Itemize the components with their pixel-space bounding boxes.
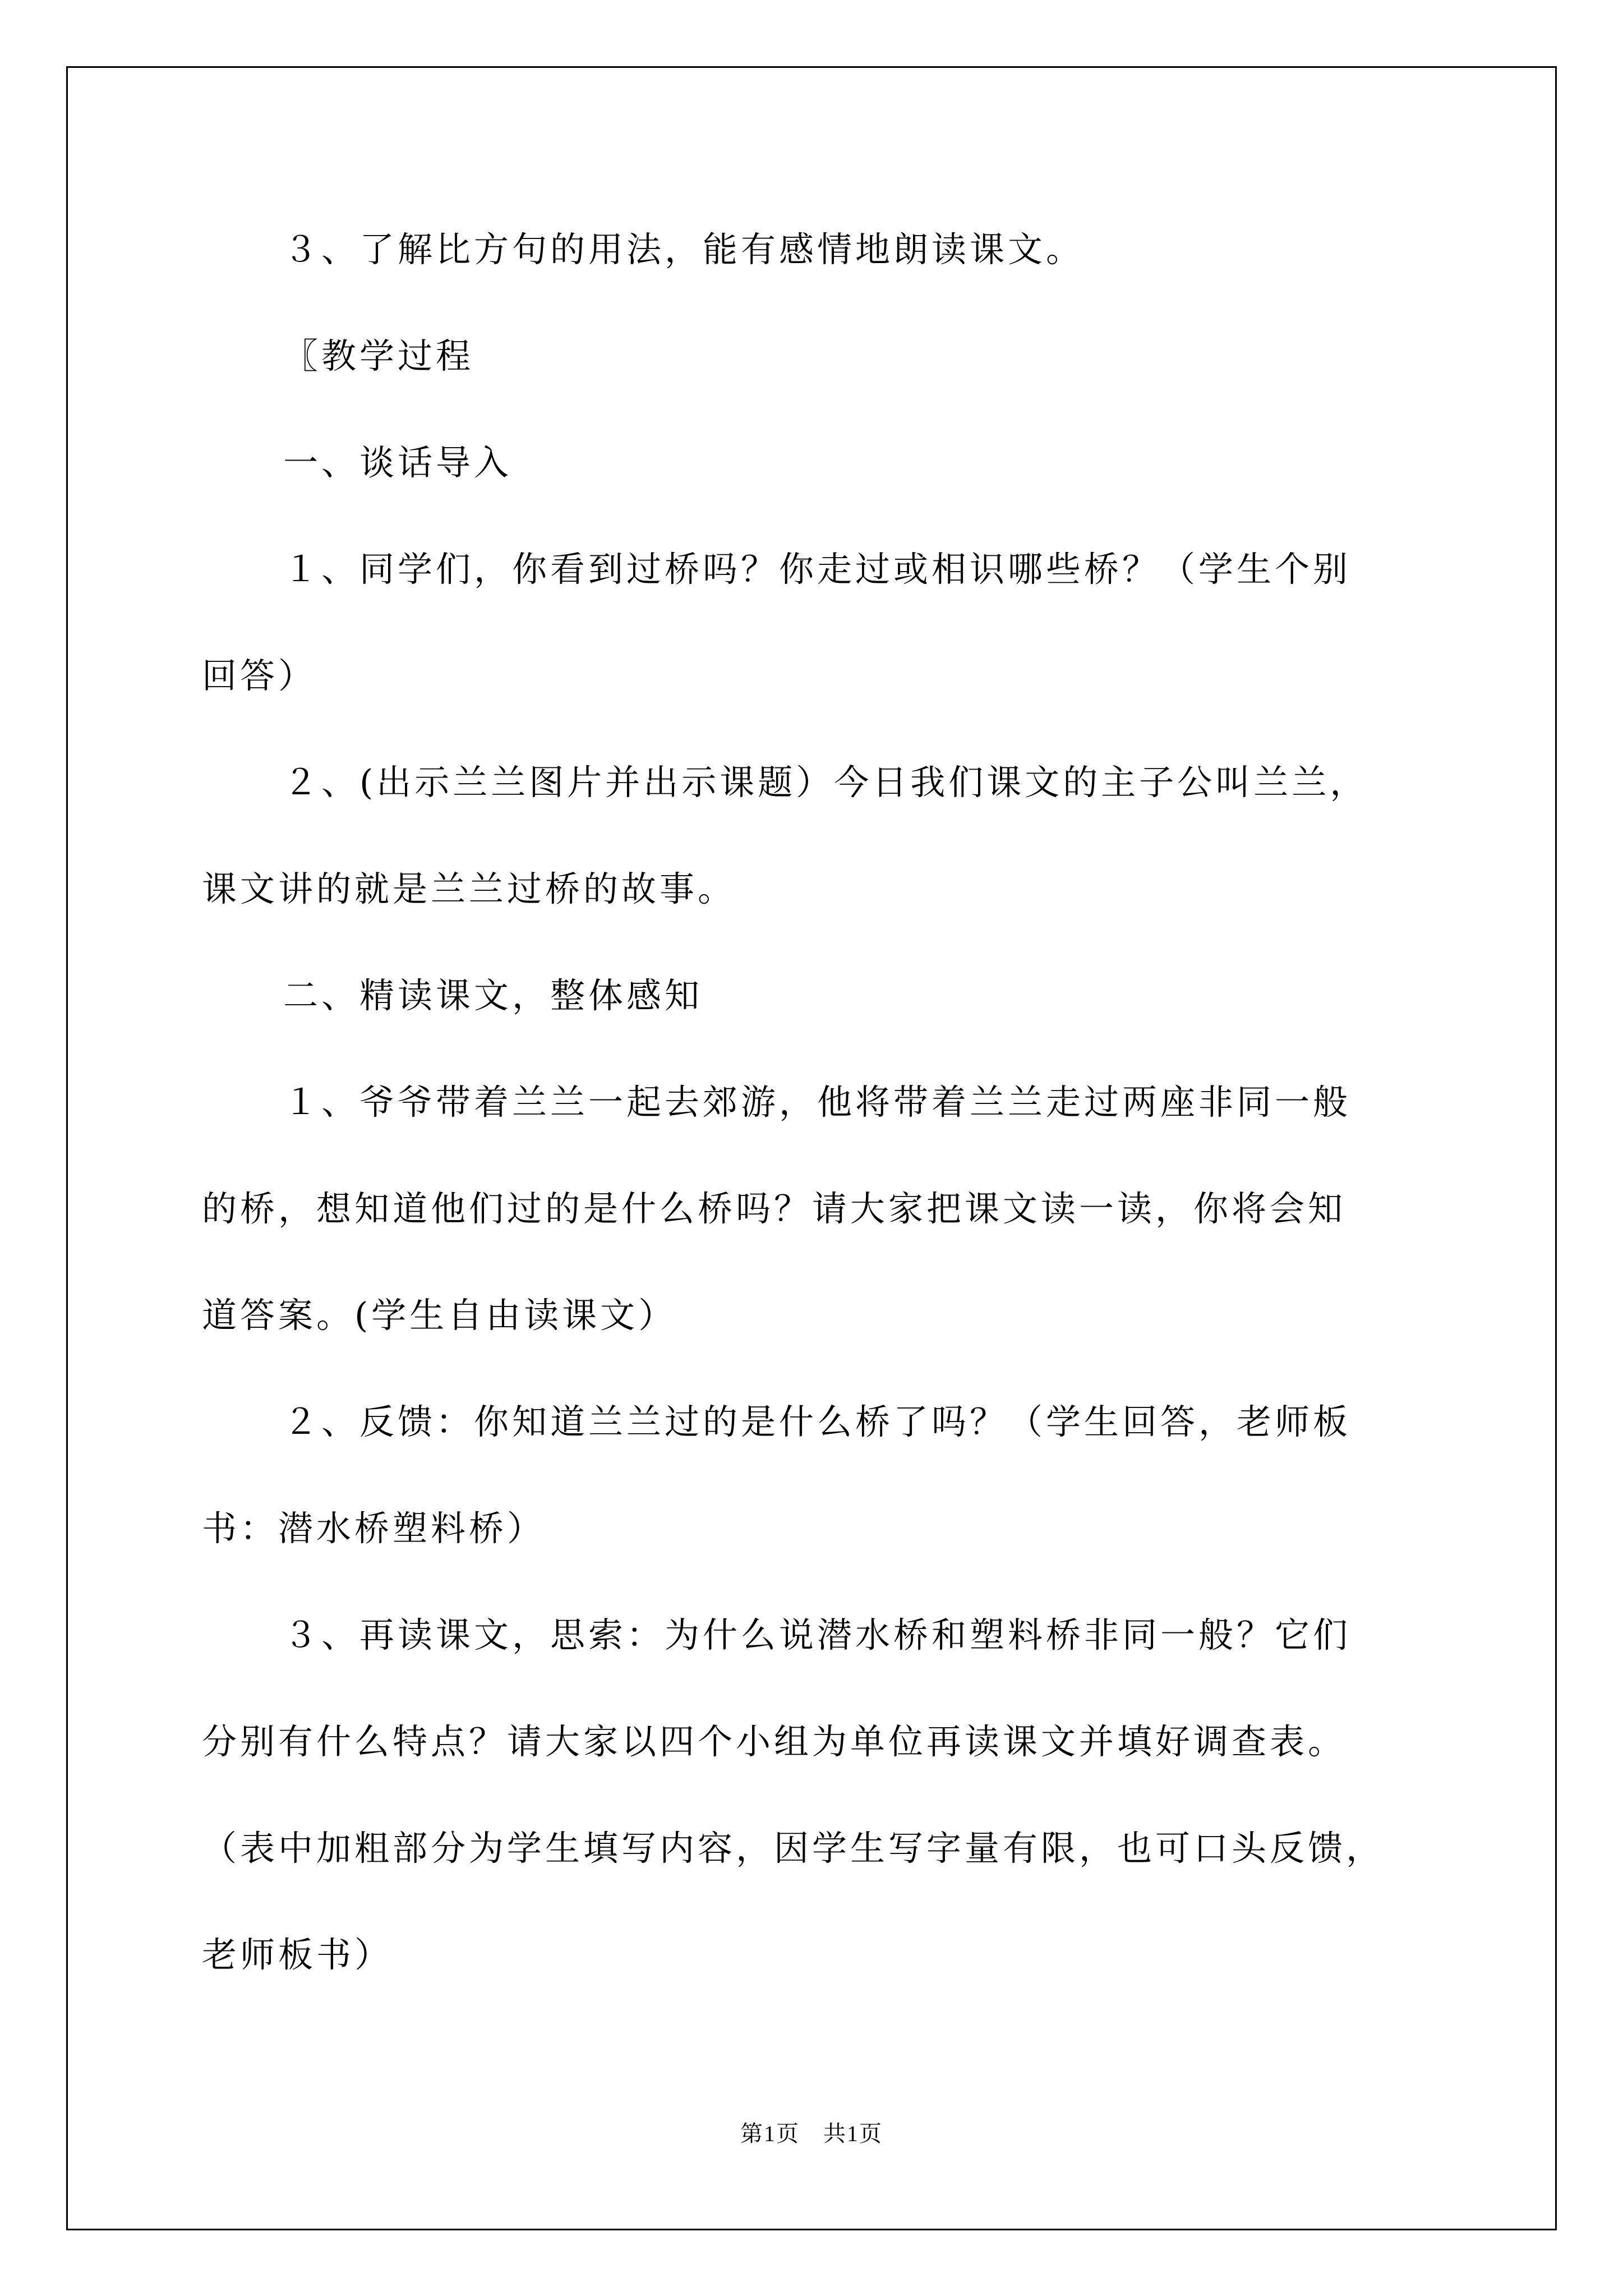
page-border: [66, 66, 1557, 2230]
page-footer: 第1页 共1页: [740, 2121, 883, 2146]
